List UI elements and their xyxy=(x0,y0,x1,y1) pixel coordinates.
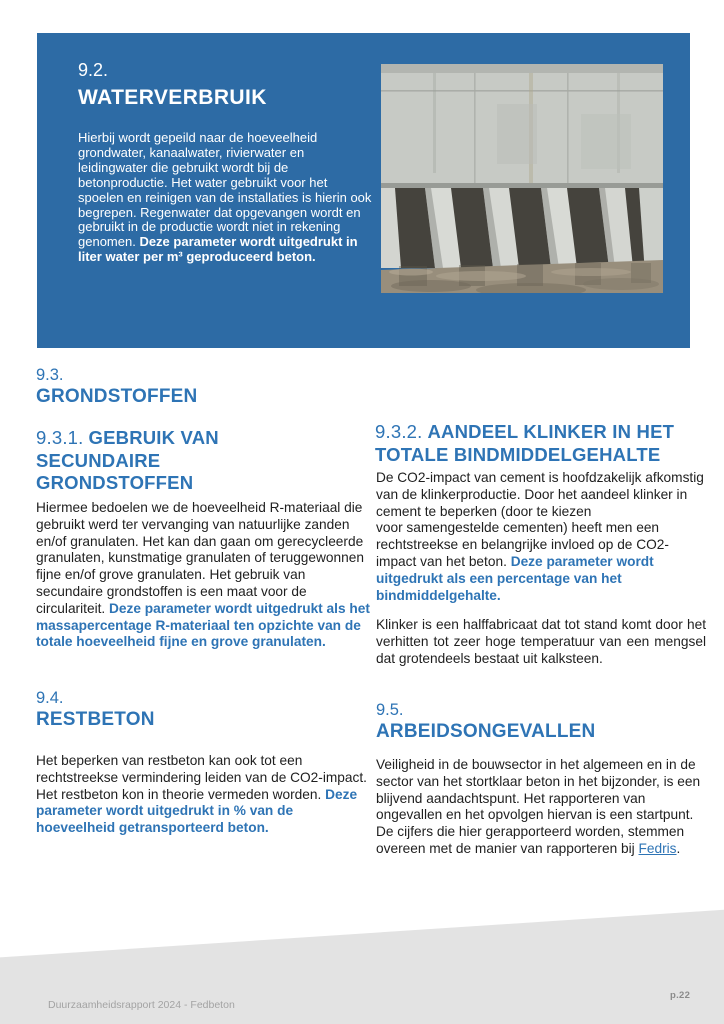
section-931-title: GEBRUIK VAN SECUNDAIRE GRONDSTOFFEN xyxy=(36,427,219,493)
section-95-number: 9.5. xyxy=(376,701,404,719)
section-932-body-text-a: De CO2-impact van cement is hoofdzakelijk afkomstig van de klinkerproductie. Door het aandeel klinker in cement te beperken (door te kiezen xyxy=(376,470,704,519)
section-94-paragraph xyxy=(36,753,372,837)
section-931-heading xyxy=(36,427,286,495)
section-931-paragraph xyxy=(36,500,372,651)
section-92-emphasis-text: Deze parameter wordt uitgedrukt in liter water per m³ geproduceerd beton. xyxy=(78,234,358,265)
footer-report-title: Duurzaamheidsrapport 2024 - Fedbeton xyxy=(48,999,235,1011)
section-92-title: WATERVERBRUIK xyxy=(78,86,267,109)
section-94-emphasis-text: Deze parameter wordt uitgedrukt in % van de hoeveelheid getransporteerd beton. xyxy=(36,786,358,836)
section-93-heading xyxy=(36,365,197,408)
section-94-title: RESTBETON xyxy=(36,709,155,730)
section-94-body-text: Het beperken van restbeton kan ook tot een rechtstreekse vermindering leiden van de CO2-impact. Het restbeton kon in theorie vermeden worden. xyxy=(36,753,367,802)
section-92-number: 9.2. xyxy=(78,60,109,80)
section-95-body-end: . xyxy=(676,840,681,856)
section-932-body-text-b: voor samengestelde cementen) heeft men een rechtstreekse en belangrijke invloed op de CO2-impact van het beton. xyxy=(376,520,669,569)
section-93-number: 9.3. xyxy=(36,366,64,384)
section-932-paragraphs xyxy=(376,470,706,668)
section-93-title: GRONDSTOFFEN xyxy=(36,386,198,407)
section-95-heading xyxy=(376,700,595,743)
section-95-body-text: Veiligheid in de bouwsector in het algemeen en in de sector van het stortklaar beton in het bijzonder, is een blijvend aandachtspunt. Het rapporteren van ongevallen en het opvolgen hiervan is een startpunt. De cijfers die hier gerapporteerd worden, stemmen overeen met de manier van rapporteren bij xyxy=(376,757,701,856)
page-number: p.22 xyxy=(670,990,691,1001)
section-932-paragraph-1 xyxy=(376,470,706,604)
section-931-body-text: Hiermee bedoelen we de hoeveelheid R-materiaal die gebruikt werd ter vervanging van natuurlijke zanden en/of granulaten. Het kan dan gaan om gerecycleerde granulaten, kunstmatige granulaten of teruggewonnen fijne en/of grove granulaten. Het gebruik van secundaire grondstoffen is een maat voor de circulariteit. xyxy=(36,500,364,616)
water-basin-photo xyxy=(381,64,663,293)
section-932-number: 9.3.2. xyxy=(375,421,423,442)
section-932-emphasis-text: Deze parameter wordt uitgedrukt als een percentage van het bindmiddelgehalte. xyxy=(376,553,654,603)
section-932-heading xyxy=(375,421,709,466)
section-92-text xyxy=(78,59,374,265)
section-932-paragraph-2: Klinker is een halffabricaat dat tot stand komt door het verhitten tot zeer hoge temperatuur van een mengsel dat grotendeels bestaat uit kalksteen. xyxy=(376,617,706,666)
fedris-link[interactable]: Fedris xyxy=(638,840,677,856)
section-931-emphasis-text: Deze parameter wordt uitgedrukt als het massapercentage R-materiaal ten opzichte van de totale hoeveelheid fijne en grove granulaten. xyxy=(36,600,370,650)
section-95-paragraph xyxy=(376,757,706,858)
section-92-hero-panel xyxy=(37,33,690,348)
section-94-heading xyxy=(36,688,155,731)
section-94-number: 9.4. xyxy=(36,689,64,707)
section-931-number: 9.3.1. xyxy=(36,427,84,448)
section-92-body-text: Hierbij wordt gepeild naar de hoeveelheid grondwater, kanaalwater, rivierwater en leidingwater die gebruikt wordt bij de betonproductie. Het water gebruikt voor het spoelen en reinigen van de installaties is hierin ook begrepen. Regenwater dat opgevangen wordt en gebruikt in de productie wordt niet in rekening genomen. xyxy=(78,130,372,250)
section-95-title: ARBEIDSONGEVALLEN xyxy=(376,721,596,742)
section-92-paragraph xyxy=(78,131,374,265)
section-932-title: AANDEEL KLINKER IN HET TOTALE BINDMIDDELGEHALTE xyxy=(375,421,675,465)
